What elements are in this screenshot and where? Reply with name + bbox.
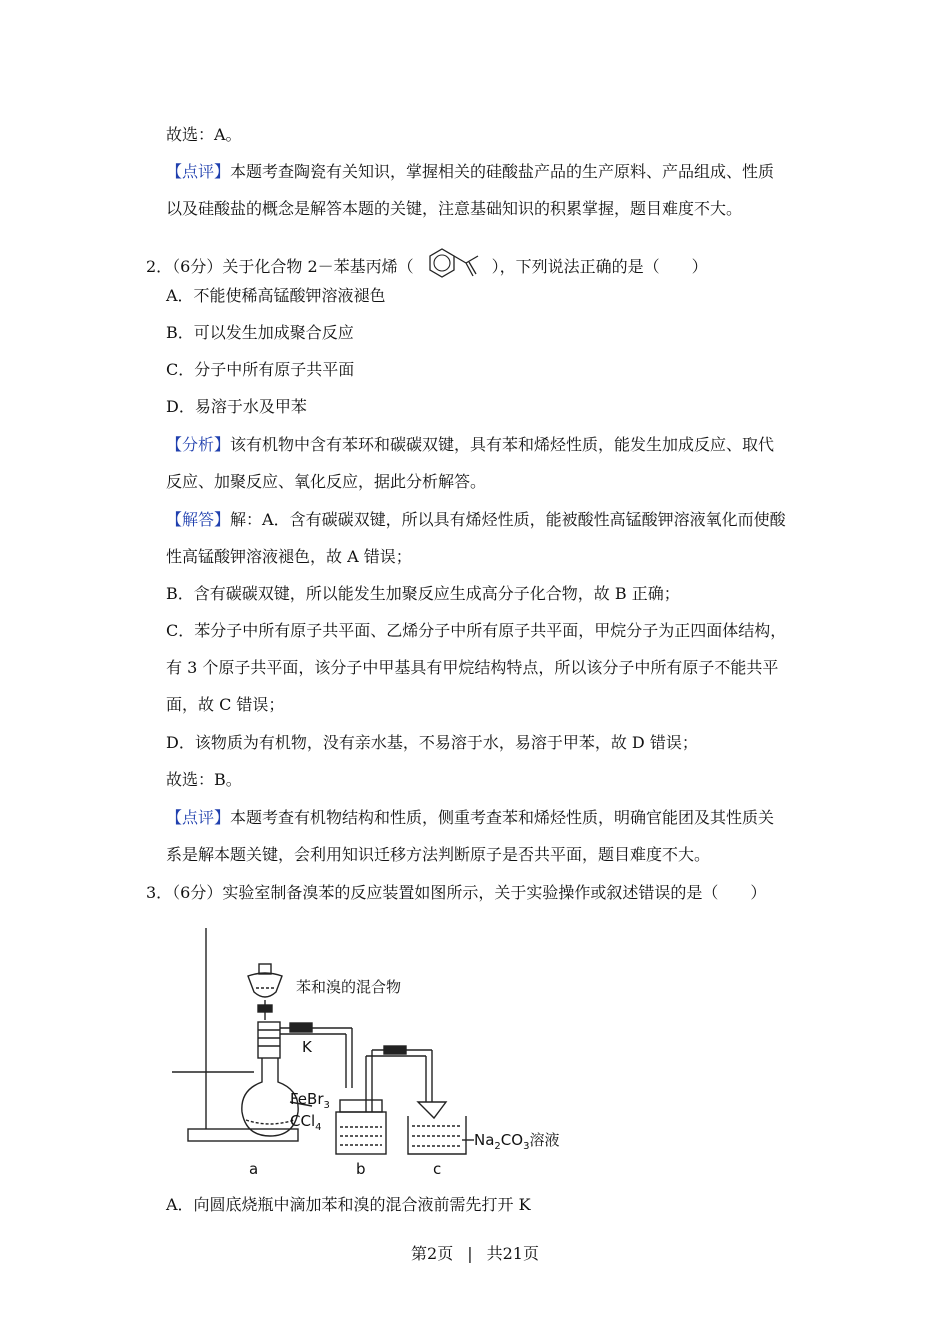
answer-d: D．该物质为有机物，没有亲水基，不易溶于水，易溶于甲苯，故 D 错误；	[166, 733, 698, 752]
comment-tag: 【点评】	[166, 162, 231, 181]
prev-comment-line1	[166, 161, 774, 183]
q2-comment-line2: 系是解本题关键，会利用知识迁移方法判断原子是否共平面，题目难度不大。	[166, 845, 711, 864]
comment-text: 本题考查有机物结构和性质，侧重考查苯和烯烃性质，明确官能团及其性质关	[230, 808, 775, 827]
option-c: C．分子中所有原子共平面	[166, 360, 355, 379]
analysis-line1	[166, 434, 774, 456]
solvent-label: CCl$_4$	[290, 1112, 322, 1133]
valve-k	[290, 1023, 312, 1032]
bottle-stopper	[340, 1100, 382, 1112]
option-b: B．可以发生加成聚合反应	[166, 323, 354, 342]
2-phenylpropene-structure-icon	[418, 243, 488, 293]
q2-comment-line1	[166, 807, 774, 829]
funnel-label: 苯和溴的混合物	[296, 978, 402, 996]
inverted-funnel	[418, 1102, 446, 1118]
answer-tag: 【解答】	[166, 510, 231, 529]
answer-c3: 面，故 C 错误；	[166, 695, 285, 714]
gas-washing-bottle	[336, 1112, 386, 1154]
question-2-stem-after: ），下列说法正确的是（ ）	[491, 257, 708, 276]
hose-clamp	[384, 1046, 406, 1054]
page-total: 共21页	[486, 1244, 539, 1263]
reflux-connector	[258, 1022, 280, 1058]
funnel-stopcock	[258, 1005, 272, 1012]
prev-conclusion: 故选：A。	[166, 125, 242, 144]
page-number: 第2页	[411, 1244, 454, 1263]
prev-comment-line2: 以及硅酸盐的概念是解答本题的关键，注意基础知识的积累掌握，题目难度不大。	[166, 199, 743, 218]
answer-c1: C．苯分子中所有原子共平面、乙烯分子中所有原子共平面，甲烷分子为正四面体结构，	[166, 621, 787, 640]
question-2-stem-before: 2．（6分）关于化合物 2－苯基丙烯（	[146, 257, 414, 276]
answer-line2: 性高锰酸钾溶液褪色，故 A 错误；	[166, 547, 412, 566]
option-a: A．不能使稀高锰酸钾溶液褪色	[166, 286, 386, 305]
valve-label: K	[302, 1038, 312, 1056]
catalyst-label: FeBr$_3$	[290, 1090, 330, 1111]
answer-text: 解：A．含有碳碳双键，所以具有烯烃性质，能被酸性高锰酸钾溶液氧化而使酸	[230, 510, 786, 529]
comment-text: 本题考查陶瓷有关知识，掌握相关的硅酸盐产品的生产原料、产品组成、性质	[230, 162, 775, 181]
analysis-text: 该有机物中含有苯环和碳碳双键，具有苯和烯烃性质，能发生加成反应、取代	[230, 435, 775, 454]
separatory-funnel	[248, 973, 282, 997]
answer-line1	[166, 509, 786, 531]
analysis-line2: 反应、加聚反应、氧化反应，据此分析解答。	[166, 472, 487, 491]
page-footer	[0, 1243, 950, 1265]
answer-c2: 有 3 个原子共平面，该分子中甲基具有甲烷结构特点，所以该分子中所有原子不能共平	[166, 658, 779, 677]
beaker	[408, 1116, 466, 1154]
q2-conclusion: 故选：B。	[166, 770, 242, 789]
label-c: c	[433, 1160, 442, 1178]
beaker-solution-label: $Na_2CO_3$溶液	[474, 1131, 560, 1152]
answer-b: B．含有碳碳双键，所以能发生加聚反应生成高分子化合物，故 B 正确；	[166, 584, 680, 603]
footer-separator: |	[467, 1244, 473, 1263]
analysis-tag: 【分析】	[166, 435, 231, 454]
option-d: D．易溶于水及甲苯	[166, 397, 307, 416]
comment-tag: 【点评】	[166, 808, 231, 827]
label-a: a	[249, 1160, 259, 1178]
q3-option-a: A．向圆底烧瓶中滴加苯和溴的混合液前需先打开 K	[166, 1195, 531, 1214]
label-b: b	[356, 1160, 366, 1178]
bromobenzene-apparatus-figure	[162, 922, 582, 1184]
question-3-stem: 3．（6分）实验室制备溴苯的反应装置如图所示，关于实验操作或叙述错误的是（ ）	[146, 883, 767, 902]
